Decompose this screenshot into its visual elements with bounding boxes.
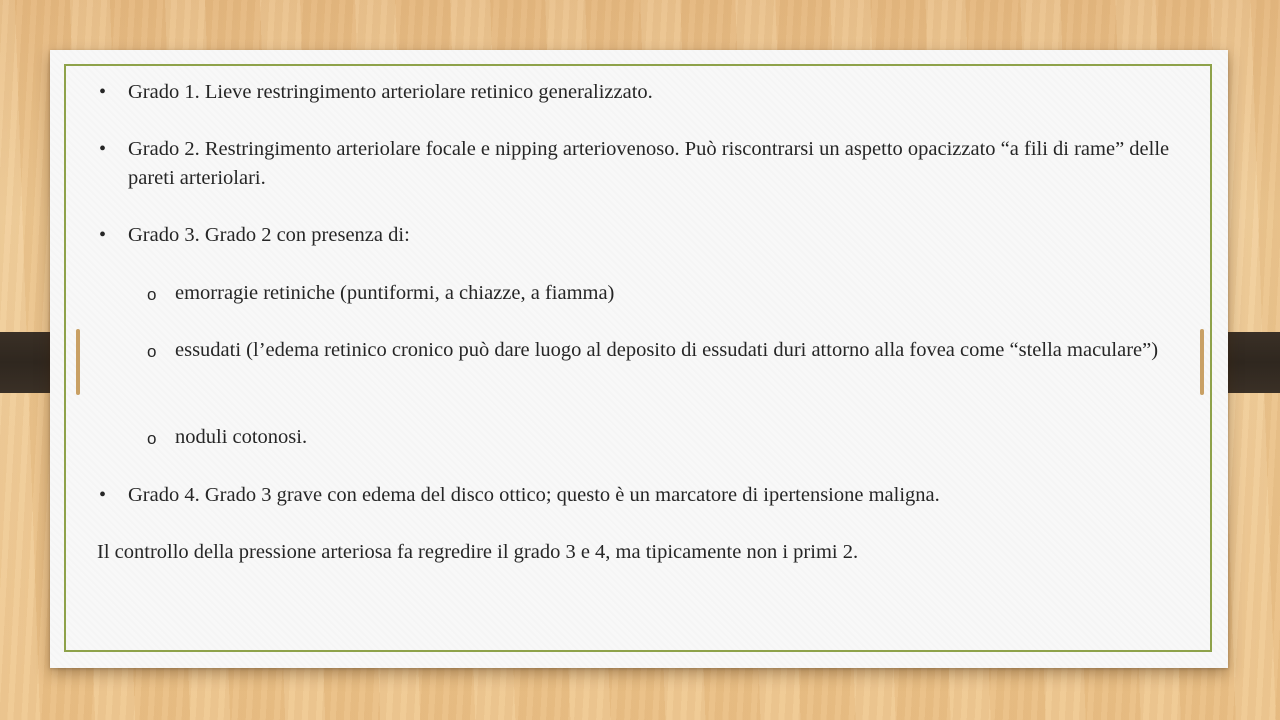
sublist-item-text: emorragie retiniche (puntiformi, a chiazze, a fiamma)	[175, 282, 615, 304]
sublist-item-text: noduli cotonosi.	[175, 426, 308, 448]
bullet-marker: •	[99, 138, 107, 160]
strap-pin-left	[76, 329, 80, 395]
sub-bullet-marker: o	[147, 285, 157, 304]
list-item-text: Grado 3. Grado 2 con presenza di:	[128, 224, 410, 246]
sublist-item-emorragie	[97, 279, 1187, 308]
sublist-item-text: essudati (l’edema retinico cronico può dare luogo al deposito di essudati duri attorno alla fovea come “stella maculare”)	[175, 339, 1159, 361]
list-item-text: Grado 2. Restringimento arteriolare focale e nipping arteriovenoso. Può riscontrarsi un aspetto opacizzato “a fili di rame” delle pareti arteriolari.	[128, 138, 1170, 189]
list-item-grado-2	[97, 135, 1187, 193]
sub-bullet-marker: o	[147, 429, 157, 448]
sub-bullet-marker: o	[147, 342, 157, 361]
strap-pin-right	[1200, 329, 1204, 395]
bullet-marker: •	[99, 81, 107, 103]
closing-paragraph	[97, 538, 1187, 567]
bullet-marker: •	[99, 484, 107, 506]
paragraph-text: Il controllo della pressione arteriosa fa regredire il grado 3 e 4, ma tipicamente non i primi 2.	[97, 541, 859, 563]
list-item-grado-4	[97, 481, 1187, 510]
list-item-text: Grado 1. Lieve restringimento arteriolare retinico generalizzato.	[128, 81, 653, 103]
bullet-marker: •	[99, 224, 107, 246]
slide-paper	[50, 50, 1228, 668]
list-item-grado-3	[97, 221, 1187, 250]
list-item-text: Grado 4. Grado 3 grave con edema del disco ottico; questo è un marcatore di ipertensione maligna.	[128, 484, 940, 506]
list-item-grado-1	[97, 78, 1187, 107]
sublist-item-noduli	[97, 423, 1187, 452]
sublist-item-essudati	[97, 336, 1187, 365]
